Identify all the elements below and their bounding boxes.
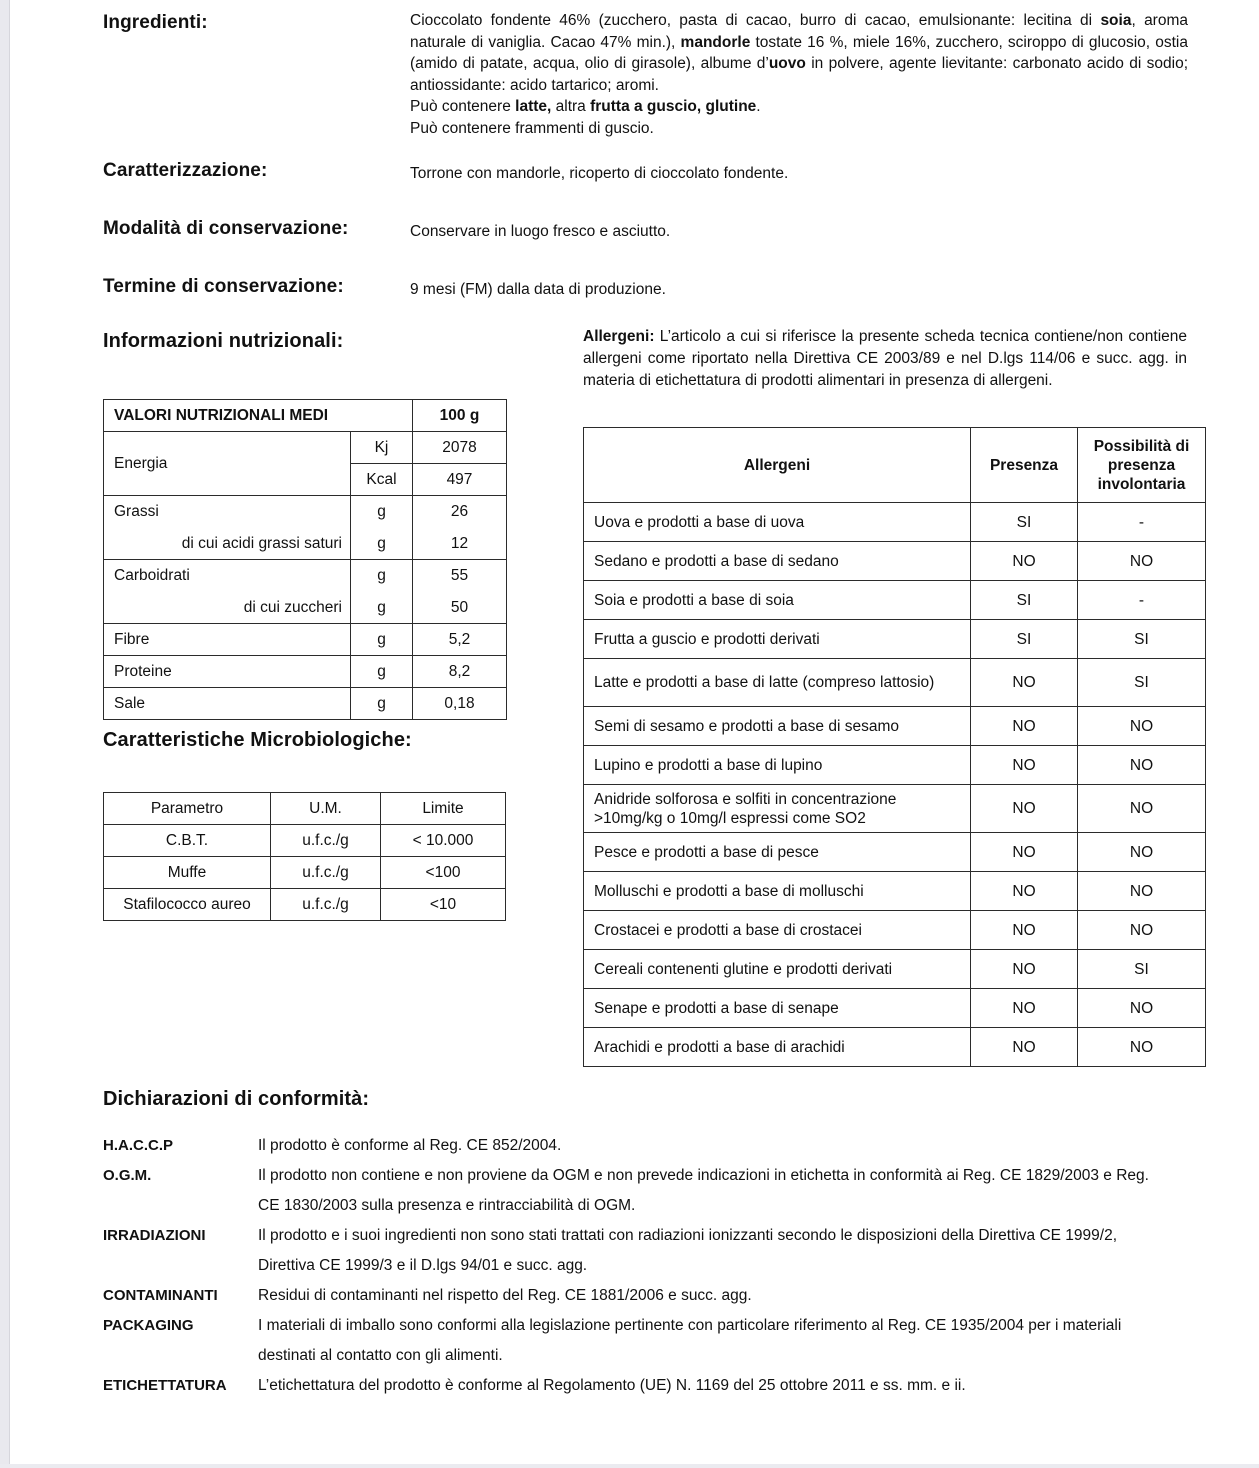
table-row (584, 659, 1206, 707)
allergen-possibilita: NO (1078, 746, 1206, 785)
allergen-table (583, 427, 1206, 1067)
nutrient-unit: g (351, 688, 413, 720)
table-row (584, 872, 1206, 911)
nutrient-label: Grassi (104, 496, 351, 528)
nutrition-energia-label: Energia (104, 432, 351, 496)
allergen-name: Soia e prodotti a base di soia (584, 581, 971, 620)
allergen-name: Cereali contenenti glutine e prodotti derivati (584, 950, 971, 989)
declaration-text: L’etichettatura del prodotto è conforme al Regolamento (UE) N. 1169 del 25 ottobre 2011 e ss. mm. e ii. (258, 1377, 966, 1394)
allergen-header-name: Allergeni (584, 428, 971, 503)
table-row (104, 560, 507, 592)
declaration-label: O.G.M. (103, 1167, 152, 1184)
table-row (584, 620, 1206, 659)
table-row (104, 624, 507, 656)
allergen-possibilita: - (1078, 581, 1206, 620)
micro-limite: <10 (381, 889, 506, 921)
declaration-row (103, 1281, 1166, 1311)
allergen-possibilita: SI (1078, 659, 1206, 707)
table-row (104, 688, 507, 720)
micro-header-limite: Limite (381, 793, 506, 825)
allergen-possibilita: NO (1078, 872, 1206, 911)
page-bottom-edge (0, 1464, 1259, 1468)
micro-parametro: C.B.T. (104, 825, 271, 857)
micro-header-parametro: Parametro (104, 793, 271, 825)
allergen-presenza: NO (971, 911, 1078, 950)
declaration-row (103, 1311, 1166, 1371)
table-row (584, 503, 1206, 542)
allergen-name: Lupino e prodotti a base di lupino (584, 746, 971, 785)
nutrition-header-amount: 100 g (413, 400, 507, 432)
declaration-text: Il prodotto è conforme al Reg. CE 852/2004. (258, 1137, 562, 1154)
dichiarazioni-heading: Dichiarazioni di conformità: (103, 1088, 370, 1110)
table-row (584, 1028, 1206, 1067)
declaration-label: CONTAMINANTI (103, 1287, 218, 1304)
allergen-presenza: SI (971, 620, 1078, 659)
micro-heading: Caratteristiche Microbiologiche: (103, 729, 412, 751)
allergen-possibilita: SI (1078, 950, 1206, 989)
allergeni-intro: Allergeni: L’articolo a cui si riferisce la presente scheda tecnica contiene/non contiene allergeni come riportato nella Direttiva CE 2003/89 e nel D.lgs 114/06 e succ. agg. in materia di etichettatura di prodotti alimentari in presenza di allergeni. (583, 328, 1187, 389)
table-row (104, 857, 506, 889)
declaration-text: Il prodotto e i suoi ingredienti non sono stati trattati con radiazioni ionizzanti secondo le disposizioni della Direttiva CE 1999/2, Direttiva CE 1999/3 e il D.lgs 94/01 e succ. agg. (258, 1227, 1118, 1274)
nutrition-energia-kcal-value: 497 (413, 464, 507, 496)
micro-parametro: Muffe (104, 857, 271, 889)
nutrition-energia-kcal-unit: Kcal (351, 464, 413, 496)
allergen-name: Crostacei e prodotti a base di crostacei (584, 911, 971, 950)
termine-conservazione-label: Termine di conservazione: (103, 276, 344, 297)
declaration-text: I materiali di imballo sono conformi alla legislazione pertinente con particolare riferimento al Reg. CE 1935/2004 per i materiali destinati al contatto con gli alimenti. (258, 1317, 1122, 1364)
nutrient-unit: g (351, 656, 413, 688)
allergen-header-presenza: Presenza (971, 428, 1078, 503)
allergen-name: Sedano e prodotti a base di sedano (584, 542, 971, 581)
allergen-name: Frutta a guscio e prodotti derivati (584, 620, 971, 659)
table-row (104, 496, 507, 528)
declaration-label: PACKAGING (103, 1317, 194, 1334)
allergen-presenza: SI (971, 503, 1078, 542)
micro-um: u.f.c./g (271, 825, 381, 857)
table-row (584, 581, 1206, 620)
nutrient-unit: g (351, 496, 413, 528)
micro-um: u.f.c./g (271, 857, 381, 889)
table-row (104, 592, 507, 624)
allergen-name: Senape e prodotti a base di senape (584, 989, 971, 1028)
allergen-name: Molluschi e prodotti a base di molluschi (584, 872, 971, 911)
allergen-possibilita: - (1078, 503, 1206, 542)
allergen-name: Arachidi e prodotti a base di arachidi (584, 1028, 971, 1067)
micro-limite: <100 (381, 857, 506, 889)
table-row (584, 428, 1206, 503)
nutrition-energia-kj-value: 2078 (413, 432, 507, 464)
declaration-row (103, 1161, 1166, 1221)
modalita-conservazione-text: Conservare in luogo fresco e asciutto. (410, 223, 671, 240)
declaration-text: Residui di contaminanti nel rispetto del Reg. CE 1881/2006 e succ. agg. (258, 1287, 752, 1304)
micro-parametro: Stafilococco aureo (104, 889, 271, 921)
allergen-possibilita: SI (1078, 620, 1206, 659)
table-row (104, 825, 506, 857)
table-row (104, 528, 507, 560)
nutrient-value: 26 (413, 496, 507, 528)
ingredienti-may-contain: Può contenere latte, altra frutta a guscio, glutine. (410, 98, 761, 115)
nutrition-header-label: VALORI NUTRIZIONALI MEDI (104, 400, 413, 432)
declaration-row (103, 1221, 1166, 1281)
table-row (104, 793, 506, 825)
table-row (584, 950, 1206, 989)
nutrient-value: 55 (413, 560, 507, 592)
table-row (584, 707, 1206, 746)
nutrient-label: di cui acidi grassi saturi (104, 528, 351, 560)
nutrizionali-heading: Informazioni nutrizionali: (103, 330, 344, 352)
table-row (584, 542, 1206, 581)
table-row (104, 400, 507, 432)
allergen-possibilita: NO (1078, 707, 1206, 746)
allergen-presenza: NO (971, 746, 1078, 785)
table-row (584, 746, 1206, 785)
allergen-presenza: NO (971, 872, 1078, 911)
nutrient-label: Carboidrati (104, 560, 351, 592)
dichiarazioni-list (103, 1131, 1166, 1401)
page-left-gutter (0, 0, 10, 1468)
declaration-row (103, 1371, 1166, 1401)
allergen-name: Uova e prodotti a base di uova (584, 503, 971, 542)
ingredienti-fragments: Può contenere frammenti di guscio. (410, 119, 654, 137)
declaration-row (103, 1131, 1166, 1161)
nutrient-unit: g (351, 528, 413, 560)
table-row (584, 911, 1206, 950)
table-row (104, 432, 507, 464)
allergen-presenza: NO (971, 989, 1078, 1028)
nutrient-unit: g (351, 560, 413, 592)
declaration-label: IRRADIAZIONI (103, 1227, 206, 1244)
allergen-name: Anidride solforosa e solfiti in concentrazione >10mg/kg o 10mg/l espressi come SO2 (584, 785, 971, 833)
allergen-header-possibilita: Possibilità di presenza involontaria (1078, 428, 1206, 503)
allergen-name: Pesce e prodotti a base di pesce (584, 833, 971, 872)
micro-um: u.f.c./g (271, 889, 381, 921)
allergen-name: Semi di sesamo e prodotti a base di sesamo (584, 707, 971, 746)
allergen-possibilita: NO (1078, 1028, 1206, 1067)
allergen-name: Latte e prodotti a base di latte (compreso lattosio) (584, 659, 971, 707)
allergen-presenza: NO (971, 950, 1078, 989)
nutrient-value: 12 (413, 528, 507, 560)
allergen-presenza: NO (971, 542, 1078, 581)
caratterizzazione-text: Torrone con mandorle, ricoperto di cioccolato fondente. (410, 165, 789, 182)
nutrient-label: Proteine (104, 656, 351, 688)
nutrition-table (103, 399, 507, 720)
allergen-possibilita: NO (1078, 911, 1206, 950)
nutrient-value: 8,2 (413, 656, 507, 688)
table-row (584, 785, 1206, 833)
table-row (104, 889, 506, 921)
allergen-presenza: NO (971, 707, 1078, 746)
micro-limite: < 10.000 (381, 825, 506, 857)
nutrient-unit: g (351, 624, 413, 656)
declaration-text: Il prodotto non contiene e non proviene da OGM e non prevede indicazioni in etichetta in conformità ai Reg. CE 1829/2003 e Reg. CE 1830/2003 sulla presenza e rintracciabilità di OGM. (258, 1167, 1149, 1214)
nutrition-energia-kj-unit: Kj (351, 432, 413, 464)
nutrient-label: Sale (104, 688, 351, 720)
nutrient-value: 50 (413, 592, 507, 624)
nutrient-unit: g (351, 592, 413, 624)
allergen-possibilita: NO (1078, 785, 1206, 833)
micro-table (103, 792, 506, 921)
nutrient-label: Fibre (104, 624, 351, 656)
declaration-label: ETICHETTATURA (103, 1377, 227, 1394)
micro-header-um: U.M. (271, 793, 381, 825)
allergen-possibilita: NO (1078, 542, 1206, 581)
table-row (104, 656, 507, 688)
ingredienti-text (410, 10, 1188, 139)
nutrient-value: 5,2 (413, 624, 507, 656)
termine-conservazione-text: 9 mesi (FM) dalla data di produzione. (410, 281, 666, 298)
allergen-presenza: SI (971, 581, 1078, 620)
allergen-possibilita: NO (1078, 989, 1206, 1028)
allergen-presenza: NO (971, 833, 1078, 872)
allergen-possibilita: NO (1078, 833, 1206, 872)
declaration-label: H.A.C.C.P (103, 1137, 174, 1154)
nutrient-label: di cui zuccheri (104, 592, 351, 624)
allergen-presenza: NO (971, 1028, 1078, 1067)
ingredienti-paragraph: Cioccolato fondente 46% (zucchero, pasta di cacao, burro di cacao, emulsionante: lecitina di soia, aroma naturale di vaniglia. Cacao 47% min.), mandorle tostate 16 %, miele 16%, zucchero, sciroppo di glucosio, ostia (amido di patate, acqua, olio di girasole), albume d’uovo in polvere, agente lievitante: carbonato acido di sodio; antiossidante: acido tartarico; aromi. (410, 12, 1188, 94)
table-row (584, 989, 1206, 1028)
allergen-presenza: NO (971, 785, 1078, 833)
modalita-conservazione-label: Modalità di conservazione: (103, 218, 349, 239)
caratterizzazione-label: Caratterizzazione: (103, 160, 268, 181)
nutrient-value: 0,18 (413, 688, 507, 720)
ingredienti-label: Ingredienti: (103, 12, 208, 33)
table-row (584, 833, 1206, 872)
allergen-presenza: NO (971, 659, 1078, 707)
